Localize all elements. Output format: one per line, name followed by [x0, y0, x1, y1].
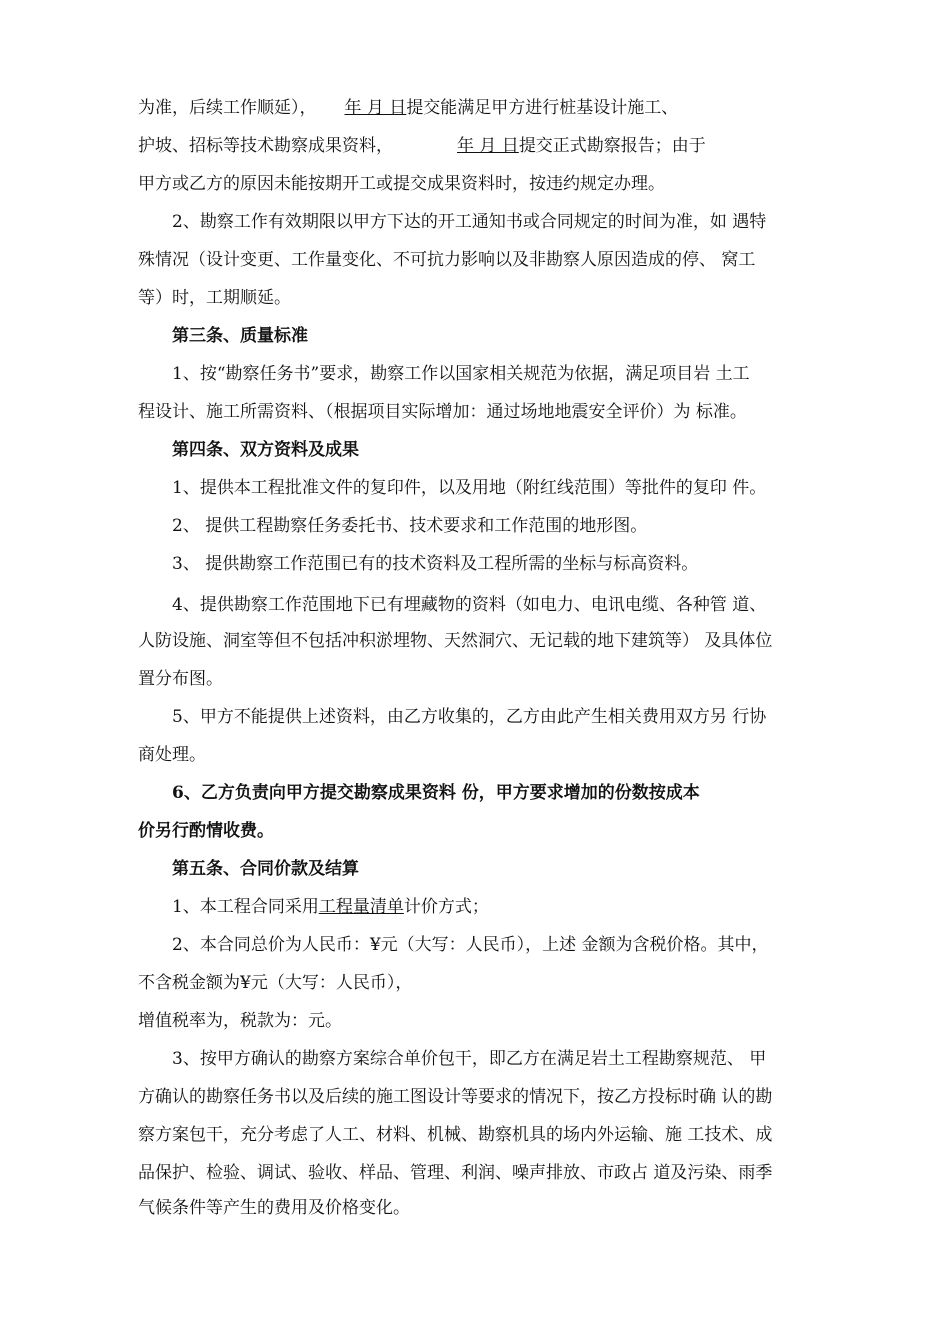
article-4-heading: 第四条、双方资料及成果	[172, 440, 359, 460]
article-4-item-5-line-2: 商处理。	[138, 745, 206, 765]
article-4-item-6-line-2: 价另行酌情收费。	[138, 821, 274, 841]
p2-line-3: 等）时，工期顺延。	[138, 288, 291, 308]
article-4-item-4-line-2: 人防设施、洞室等但不包括冲积淤埋物、天然洞穴、无记载的地下建筑等） 及具体位	[138, 631, 773, 651]
article-4-item-4-line-1: 4、提供勘察工作范围地下已有埋藏物的资料（如电力、电讯电缆、各种管 道、	[172, 595, 767, 615]
article-3-line-2: 程设计、施工所需资料、（根据项目实际增加：通过场地地震安全评价）为 标准。	[138, 402, 747, 422]
pricing-method-field[interactable]: 工程量清单	[318, 897, 404, 917]
p1-line-2-text: 护坡、招标等技术勘察成果资料，	[138, 136, 393, 156]
p1-line-3: 甲方或乙方的原因未能按期开工或提交成果资料时，按违约规定办理。	[138, 174, 665, 194]
p1-line-2-tail: 提交正式勘察报告；由于	[518, 136, 706, 156]
article-5-item-1	[172, 897, 489, 917]
article-3-line-1: 1、按“勘察任务书”要求，勘察工作以国家相关规范为依据，满足项目岩 土工	[172, 364, 750, 384]
article-5-item-2-line-3: 增值税率为，税款为：元。	[138, 1011, 342, 1031]
p1-line-1	[138, 98, 678, 118]
article-5-item-1-text: 1、本工程合同采用	[172, 897, 319, 917]
article-5-heading: 第五条、合同价款及结算	[172, 859, 359, 879]
article-5-item-3-line-2: 方确认的勘察任务书以及后续的施工图设计等要求的情况下，按乙方投标时确 认的勘	[138, 1087, 773, 1107]
delivery-date-blank-1[interactable]: 年 月 日	[344, 98, 407, 118]
article-4-item-6-line-1: 6、乙方负责向甲方提交勘察成果资料 份，甲方要求增加的份数按成本	[172, 783, 700, 803]
p1-line-2	[138, 136, 706, 156]
article-4-item-3: 3、 提供勘察工作范围已有的技术资料及工程所需的坐标与标高资料。	[172, 554, 699, 574]
article-5-item-3-line-1: 3、按甲方确认的勘察方案综合单价包干，即乙方在满足岩土工程勘察规范、 甲	[172, 1049, 767, 1069]
article-4-item-4-line-3: 置分布图。	[138, 669, 223, 689]
article-5-item-3-line-5: 气候条件等产生的费用及价格变化。	[138, 1198, 410, 1218]
article-3-heading: 第三条、质量标准	[172, 326, 308, 346]
p1-line-1-tail: 提交能满足甲方进行桩基设计施工、	[406, 98, 679, 118]
article-5-item-3-line-4: 品保护、检验、调试、验收、样品、管理、利润、噪声排放、市政占 道及污染、雨季	[138, 1163, 773, 1183]
article-4-item-1: 1、提供本工程批准文件的复印件，以及用地（附红线范围）等批件的复印 件。	[172, 478, 767, 498]
article-4-item-2: 2、 提供工程勘察任务委托书、技术要求和工作范围的地形图。	[172, 516, 648, 536]
p1-line-1-text: 为准，后续工作顺延），	[138, 98, 317, 118]
article-5-item-1-tail: 计价方式；	[403, 897, 489, 917]
delivery-date-blank-2[interactable]: 年 月 日	[457, 136, 519, 156]
article-5-item-3-line-3: 察方案包干，充分考虑了人工、材料、机械、勘察机具的场内外运输、施 工技术、成	[138, 1125, 773, 1145]
article-5-item-2-line-2: 不含税金额为¥元（大写：人民币），	[138, 973, 413, 993]
p2-line-2: 殊情况（设计变更、工作量变化、不可抗力影响以及非勘察人原因造成的停、 窝工	[138, 250, 756, 270]
article-5-item-2-line-1: 2、本合同总价为人民币：¥元（大写：人民币），上述 金额为含税价格。其中，	[172, 935, 769, 955]
article-4-item-5-line-1: 5、甲方不能提供上述资料，由乙方收集的，乙方由此产生相关费用双方另 行协	[172, 707, 767, 727]
p2-line-1: 2、勘察工作有效期限以甲方下达的开工通知书或合同规定的时间为准，如 遇特	[172, 212, 767, 232]
